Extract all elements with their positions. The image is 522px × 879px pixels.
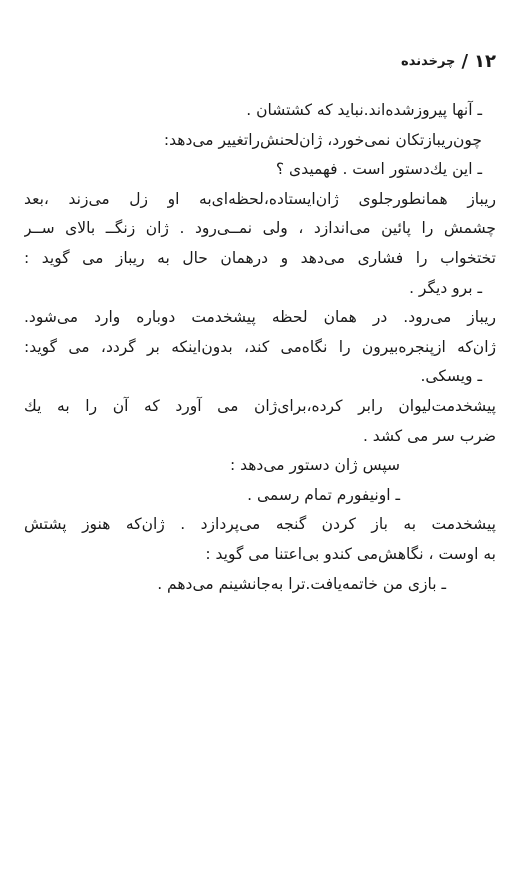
text-line: سپس ژان دستور می‌دهد : <box>229 456 400 475</box>
text-line: ضرب سر می کشد . <box>362 426 496 445</box>
header-separator: / <box>461 50 469 72</box>
text-line: تختخواب را فشاری می‌دهد و درهمان حال به ریباز می گوید : <box>24 248 496 267</box>
text-line: ریباز می‌رود. در همان لحظه پیشخدمت دوباره وارد می‌شود. <box>24 308 496 327</box>
text-line: پیشخدمت به باز کردن گنجه می‌پردازد . ژان‌که هنوز پشتش <box>24 515 496 534</box>
text-line: ریباز همانطورجلوی ژان‌ایستاده،لحظه‌ای‌به او زل می‌زند ،بعد <box>24 189 496 208</box>
text-line: ـ برو دیگر . <box>409 278 482 297</box>
text-line: ژان‌که ازپنجره‌بیرون را نگاه‌می کند، بدون‌اینکه بر گردد، می گوید: <box>24 337 496 356</box>
text-line: ـ اونیفورم تمام رسمی . <box>247 485 400 504</box>
text-line: ـ بازی من خاتمه‌یافت.ترا به‌جانشینم می‌دهم . <box>157 574 446 593</box>
page-number: ۱۲ <box>474 50 496 72</box>
page-header <box>401 50 496 72</box>
running-title: چرخدنده <box>401 53 456 69</box>
body-text <box>24 96 496 599</box>
text-line: چشمش را پائین می‌اندازد ، ولی نمــی‌رود . ژان زنگــ بالای ســر <box>24 219 496 238</box>
text-line: ـ این یك‌دستور است . فهمیدی ؟ <box>275 160 482 179</box>
text-line: ـ ویسکی. <box>420 367 482 386</box>
text-line: به اوست ، نگاهش‌می کندو بی‌اعتنا می گوید : <box>205 544 496 563</box>
text-line: ـ آنها پیروزشده‌اند.نباید که کشتشان . <box>246 101 482 119</box>
text-line: چون‌ریباز‌تکان نمی‌خورد، ژان‌لحنش‌را‌تغییر می‌دهد: <box>163 130 482 149</box>
text-line: پیشخدمت‌لیوان رابر کرده،برای‌ژان می آورد که آن را به یك <box>24 396 496 415</box>
